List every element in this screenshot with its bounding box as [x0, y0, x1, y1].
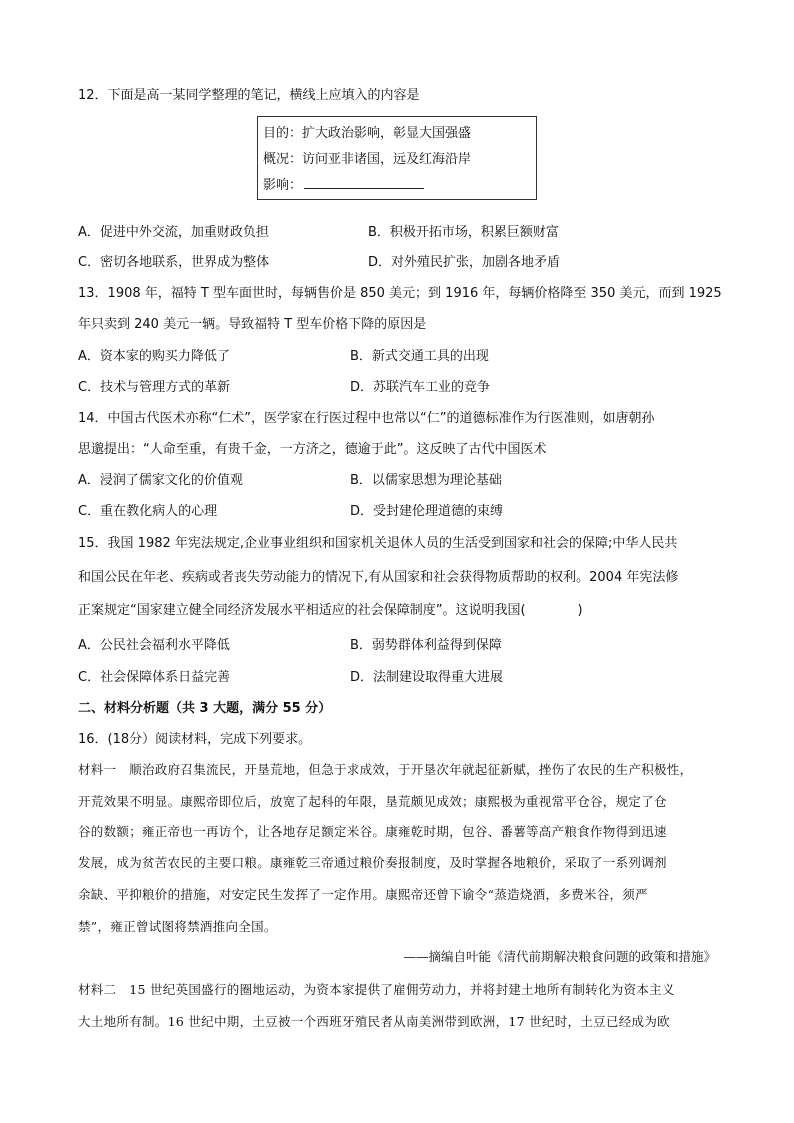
q14-option-d: D．受封建伦理道德的束缚	[350, 504, 504, 519]
q12-option-b: B．积极开拓市场，积累巨额财富	[368, 225, 559, 240]
q12-stem: 12．下面是高一某同学整理的笔记，横线上应填入的内容是	[78, 88, 420, 103]
q15-option-b: B．弱势群体利益得到保障	[350, 638, 502, 653]
q12-option-c: C．密切各地联系，世界成为整体	[78, 255, 270, 270]
q12-answer-blank	[304, 175, 424, 189]
q12-box-overview: 概况：访问亚非诸国，远及红海沿岸	[263, 152, 472, 167]
section-heading: 二、材料分析题（共 3 大题，满分 55 分）	[78, 701, 332, 716]
q14-stem-line2: 思邈提出：“人命至重，有贵千金，一方济之，德逾于此”。这反映了古代中国医术	[78, 442, 547, 457]
q15-stem-line3: 正案规定“国家建立健全同经济发展水平相适应的社会保障制度”。这说明我国( )	[78, 603, 583, 618]
material1-line: 禁”，雍正曾试图将禁酒推向全国。	[78, 919, 277, 934]
material1-line: 发展，成为贫苦农民的主要口粮。康雍乾三帝通过粮价奏报制度，及时掌握各地粮价，采取了一系列调剂	[78, 855, 667, 870]
material1-line: 谷的数额；雍正帝也一再访个，让各地存足额定米谷。康雍乾时期，包谷、番薯等高产粮食作物得到迅速	[78, 824, 667, 839]
q12-notes-box	[257, 116, 537, 200]
q13-stem-line2: 年只卖到 240 美元一辆。导致福特 T 型车价格下降的原因是	[78, 317, 427, 332]
q12-option-a: A．促进中外交流，加重财政负担	[78, 225, 269, 240]
q16-stem: 16．(18分）阅读材料，完成下列要求。	[78, 732, 312, 747]
q14-option-b: B．以儒家思想为理论基础	[350, 473, 502, 488]
material1-line: 余缺、平抑粮价的措施，对安定民生发挥了一定作用。康熙帝还曾下谕令“蒸造烧酒，多费米谷，须严	[78, 887, 648, 902]
q12-option-d: D．对外殖民扩张，加剧各地矛盾	[368, 255, 561, 270]
q15-stem-line2: 和国公民在年老、疾病或者丧失劳动能力的情况下,有从国家和社会获得物质帮助的权利。2004 年宪法修	[78, 570, 679, 585]
q13-stem-line1: 13．1908 年，福特 T 型车面世时，每辆售价是 850 美元；到 1916 年，每辆价格降至 350 美元，而到 1925	[78, 286, 722, 301]
q12-box-impact-row	[263, 174, 424, 193]
material1-source: ——摘编自叶能《清代前期解决粮食问题的政策和措施》	[403, 949, 716, 964]
q13-option-d: D．苏联汽车工业的竞争	[350, 380, 491, 395]
material2-line: 材料二 15 世纪英国盛行的圈地运动，为资本家提供了雇佣劳动力，并将封建土地所有制转化为资本主义	[78, 982, 675, 997]
material2-line: 大土地所有制。16 世纪中期，土豆被一个西班牙殖民者从南美洲带到欧洲，17 世纪时，土豆已经成为欧	[78, 1014, 670, 1029]
q12-box-impact-label: 影响：	[263, 178, 303, 193]
material1-line: 材料一 顺治政府召集流民，开垦荒地，但急于求成效，于开垦次年就起征新赋，挫伤了农民的生产积极性，	[78, 762, 693, 777]
q15-option-d: D．法制建设取得重大进展	[350, 670, 504, 685]
q15-option-a: A．公民社会福利水平降低	[78, 638, 230, 653]
q14-option-c: C．重在教化病人的心理	[78, 504, 218, 519]
q13-option-b: B．新式交通工具的出现	[350, 349, 489, 364]
material1-line: 开荒效果不明显。康熙帝即位后，放宽了起科的年限，垦荒颇见成效；康熙极为重视常平仓谷，规定了仓	[78, 794, 667, 809]
q13-option-c: C．技术与管理方式的革新	[78, 380, 231, 395]
q13-option-a: A．资本家的购买力降低了	[78, 349, 230, 364]
q14-stem-line1: 14．中国古代医术亦称“仁术”，医学家在行医过程中也常以“仁”的道德标准作为行医准则，如唐朝孙	[78, 411, 655, 426]
q12-box-purpose: 目的：扩大政治影响，彰显大国强盛	[263, 126, 472, 141]
q15-stem-line1: 15．我国 1982 年宪法规定,企业事业组织和国家机关退休人员的生活受到国家和社会的保障;中华人民共	[78, 536, 678, 551]
q15-option-c: C．社会保障体系日益完善	[78, 670, 231, 685]
q14-option-a: A．浸润了儒家文化的价值观	[78, 473, 243, 488]
